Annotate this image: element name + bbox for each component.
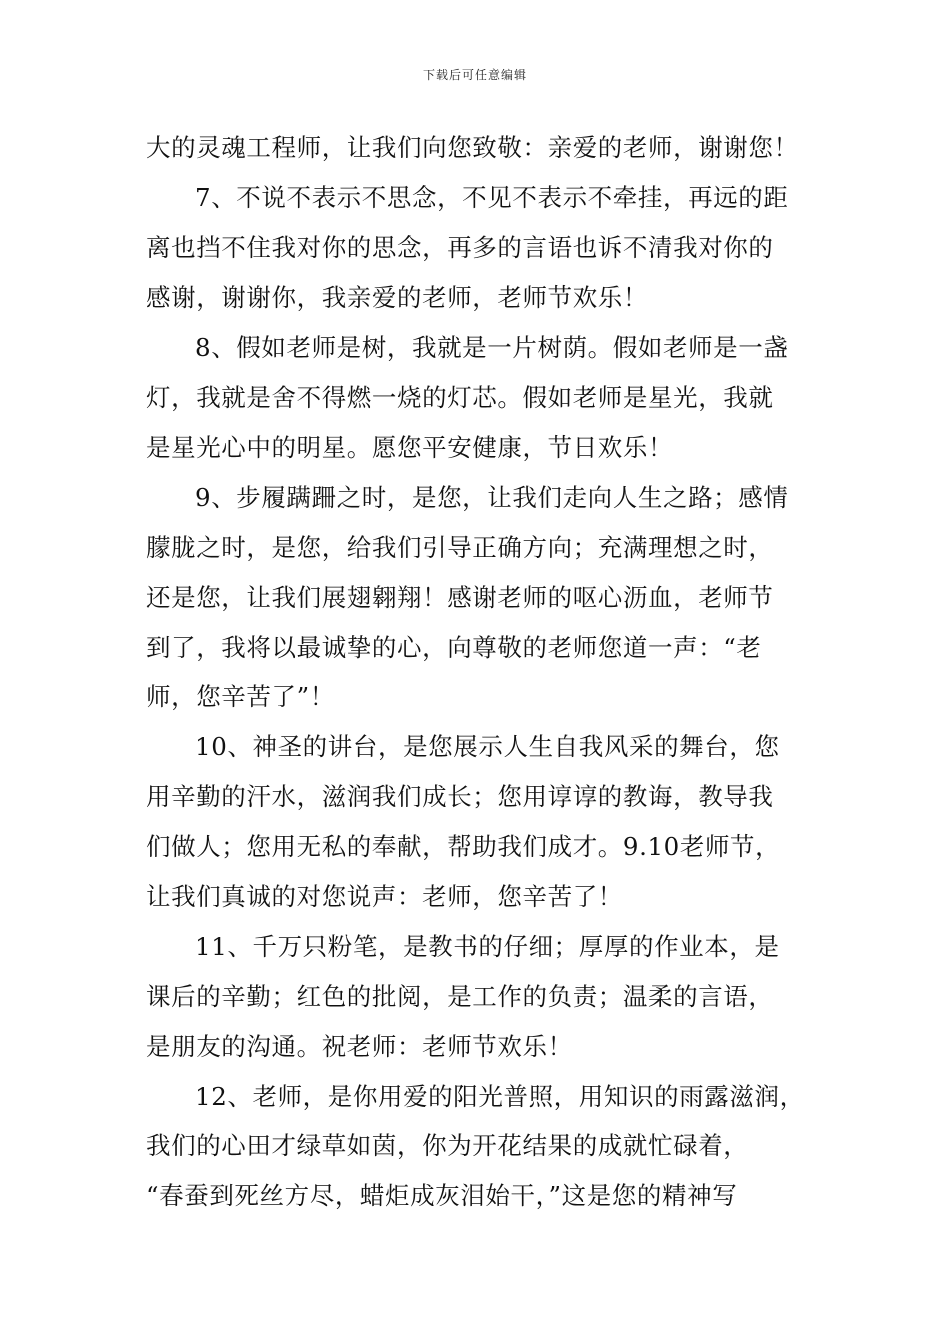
text-line: 是星光心中的明星。愿您平安健康，节日欢乐！ [146, 433, 674, 462]
text-line: “春蚕到死丝方尽，蜡炬成灰泪始干，”这是您的精神写 [146, 1181, 738, 1210]
paragraph-8-line-1: 8、假如老师是树，我就是一片树荫。假如老师是一盏 [195, 333, 789, 362]
text-line: 课后的辛勤；红色的批阅，是工作的负责；温柔的言语， [146, 982, 774, 1011]
text-line: 离也挡不住我对你的思念，再多的言语也诉不清我对你的 [146, 233, 774, 262]
text-line: 师，您辛苦了”！ [146, 682, 335, 711]
paragraph-11-line-1: 11、千万只粉笔，是教书的仔细；厚厚的作业本，是 [195, 932, 780, 961]
paragraph-12-line-1: 12、老师，是你用爱的阳光普照，用知识的雨露滋润， [195, 1082, 805, 1111]
text-line: 到了，我将以最诚挚的心，向尊敬的老师您道一声：“老 [146, 633, 762, 662]
text-line: 朦胧之时，是您，给我们引导正确方向；充满理想之时， [146, 533, 774, 562]
text-line: 让我们真诚的对您说声：老师，您辛苦了！ [146, 882, 623, 911]
page-header: 下载后可任意编辑 [422, 68, 527, 82]
paragraph-7-line-1: 7、不说不表示不思念，不见不表示不牵挂，再远的距 [195, 183, 789, 212]
paragraph-9-line-1: 9、步履蹒跚之时，是您，让我们走向人生之路；感情 [195, 483, 789, 512]
text-line: 用辛勤的汗水，滋润我们成长；您用谆谆的教诲，教导我 [146, 782, 774, 811]
text-line: 还是您，让我们展翅翱翔！感谢老师的呕心沥血，老师节 [146, 583, 774, 612]
text-line: 们做人；您用无私的奉献，帮助我们成才。9.10老师节， [146, 832, 781, 861]
text-line: 是朋友的沟通。祝老师：老师节欢乐！ [146, 1032, 573, 1061]
text-line: 大的灵魂工程师，让我们向您致敬：亲爱的老师，谢谢您！ [146, 133, 799, 162]
text-line: 我们的心田才绿草如茵，你为开花结果的成就忙碌着， [146, 1131, 749, 1160]
paragraph-10-line-1: 10、神圣的讲台，是您展示人生自我风采的舞台，您 [195, 732, 780, 761]
text-line: 感谢，谢谢你，我亲爱的老师，老师节欢乐！ [146, 283, 648, 312]
text-line: 灯，我就是舍不得燃一烧的灯芯。假如老师是星光，我就 [146, 383, 774, 412]
